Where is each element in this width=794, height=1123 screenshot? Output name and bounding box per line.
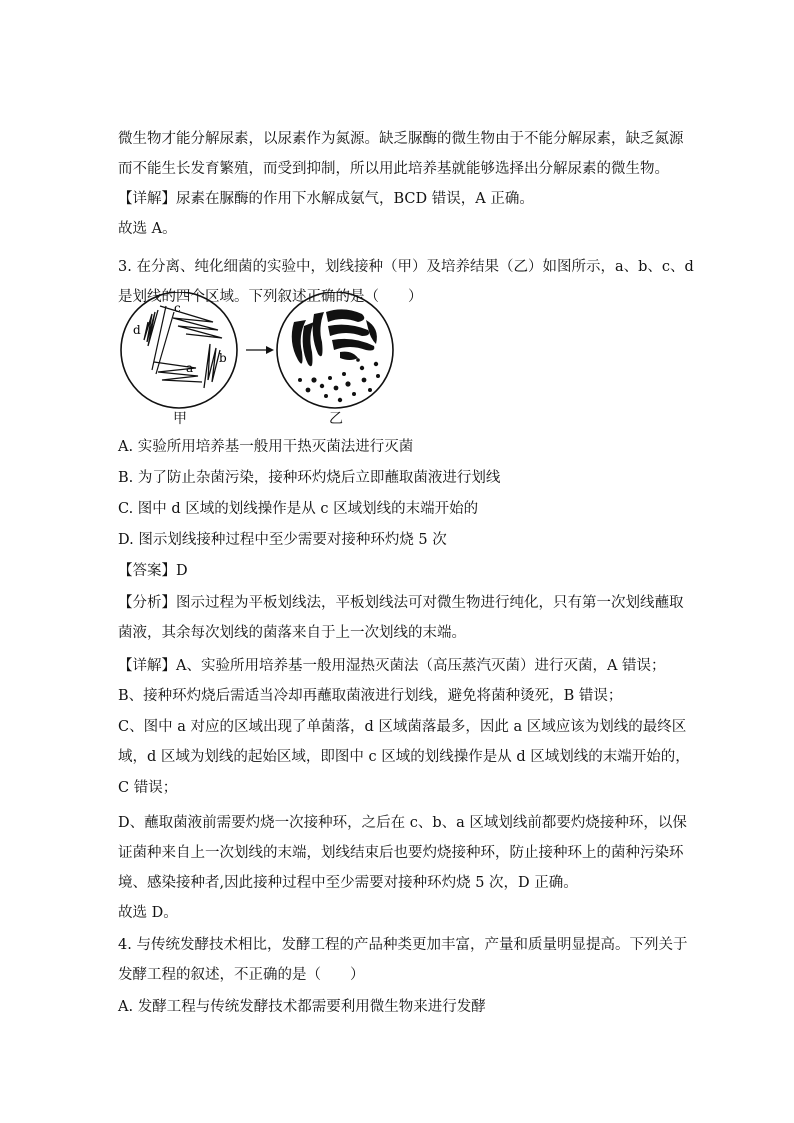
region-b-label: b	[219, 351, 227, 365]
option-b: B. 为了防止杂菌污染，接种环灼烧后立即蘸取菌液进行划线	[118, 470, 501, 486]
region-a-label: a	[186, 361, 194, 375]
detail-line: 证菌种来自上一次划线的末端，划线结束后也要灼烧接种环，防止接种环上的菌种污染环	[118, 845, 684, 861]
answer-line: 【答案】D	[118, 563, 188, 579]
question-4-stem: 4. 与传统发酵技术相比，发酵工程的产品种类更加丰富，产量和质量明显提高。下列关于	[118, 937, 688, 953]
analysis-line: 【分析】图示过程为平板划线法，平板划线法可对微生物进行纯化，只有第一次划线蘸取	[118, 595, 684, 611]
detail-line: D、蘸取菌液前需要灼烧一次接种环，之后在 c、b、a 区域划线前都要灼烧接种环，以保	[118, 815, 687, 831]
question-4-stem: 发酵工程的叙述，不正确的是（ ）	[118, 967, 365, 983]
streak-region-b	[204, 344, 220, 388]
option-c: C. 图中 d 区域的划线操作是从 c 区域划线的末端开始的	[118, 501, 479, 517]
plate-yi-label: 乙	[329, 411, 343, 427]
question-3-stem: 3. 在分离、纯化细菌的实验中，划线接种（甲）及培养结果（乙）如图所示，a、b、c、d	[118, 259, 694, 275]
detail-line: B、接种环灼烧后需适当冷却再蘸取菌液进行划线，避免将菌种烫死，B 错误；	[118, 688, 623, 704]
detail-line: C、图中 a 对应的区域出现了单菌落，d 区域菌落最多，因此 a 区域应该为划线的最终区	[118, 719, 687, 735]
streak-region-d	[144, 310, 158, 346]
option-a: A. 发酵工程与传统发酵技术都需要利用微生物来进行发酵	[118, 999, 486, 1015]
detail-line: 境、感染接种者,因此接种过程中至少需要对接种环灼烧 5 次，D 正确。	[118, 875, 578, 891]
detail-line: 域，d 区域为划线的起始区域，即图中 c 区域的划线操作是从 d 区域划线的末端开始的，	[118, 749, 690, 765]
colony-masses	[292, 309, 377, 366]
detail-line: 【详解】A、实验所用培养基一般用湿热灭菌法（高压蒸汽灭菌）进行灭菌，A 错误；	[118, 658, 666, 674]
text-line: 故选 A。	[118, 221, 177, 237]
streak-plate-figure	[118, 292, 408, 432]
text-line: 而不能生长发育繁殖，而受到抑制，所以用此培养基就能够选择出分解尿素的微生物。	[118, 161, 669, 177]
region-c-label: c	[174, 301, 181, 315]
plate-jia-label: 甲	[173, 411, 187, 427]
conclusion-line: 故选 D。	[118, 905, 178, 921]
question-3-stem: 是划线的四个区域。下列叙述正确的是（ ）	[118, 289, 423, 305]
streak-region-c	[160, 306, 222, 338]
region-d-label: d	[133, 323, 141, 337]
text-line: 微生物才能分解尿素，以尿素作为氮源。缺乏脲酶的微生物由于不能分解尿素，缺乏氮源	[118, 131, 684, 147]
streak-region-a	[154, 362, 202, 382]
option-d: D. 图示划线接种过程中至少需要对接种环灼烧 5 次	[118, 532, 447, 548]
detail-line: C 错误；	[118, 780, 178, 796]
streak-plate-diagram	[118, 292, 408, 432]
analysis-line: 菌液，其余每次划线的菌落来自于上一次划线的末端。	[118, 625, 466, 641]
option-a: A. 实验所用培养基一般用干热灭菌法进行灭菌	[118, 439, 414, 455]
arrow-head-icon	[266, 346, 274, 354]
text-line: 【详解】尿素在脲酶的作用下水解成氨气，BCD 错误，A 正确。	[118, 191, 534, 207]
